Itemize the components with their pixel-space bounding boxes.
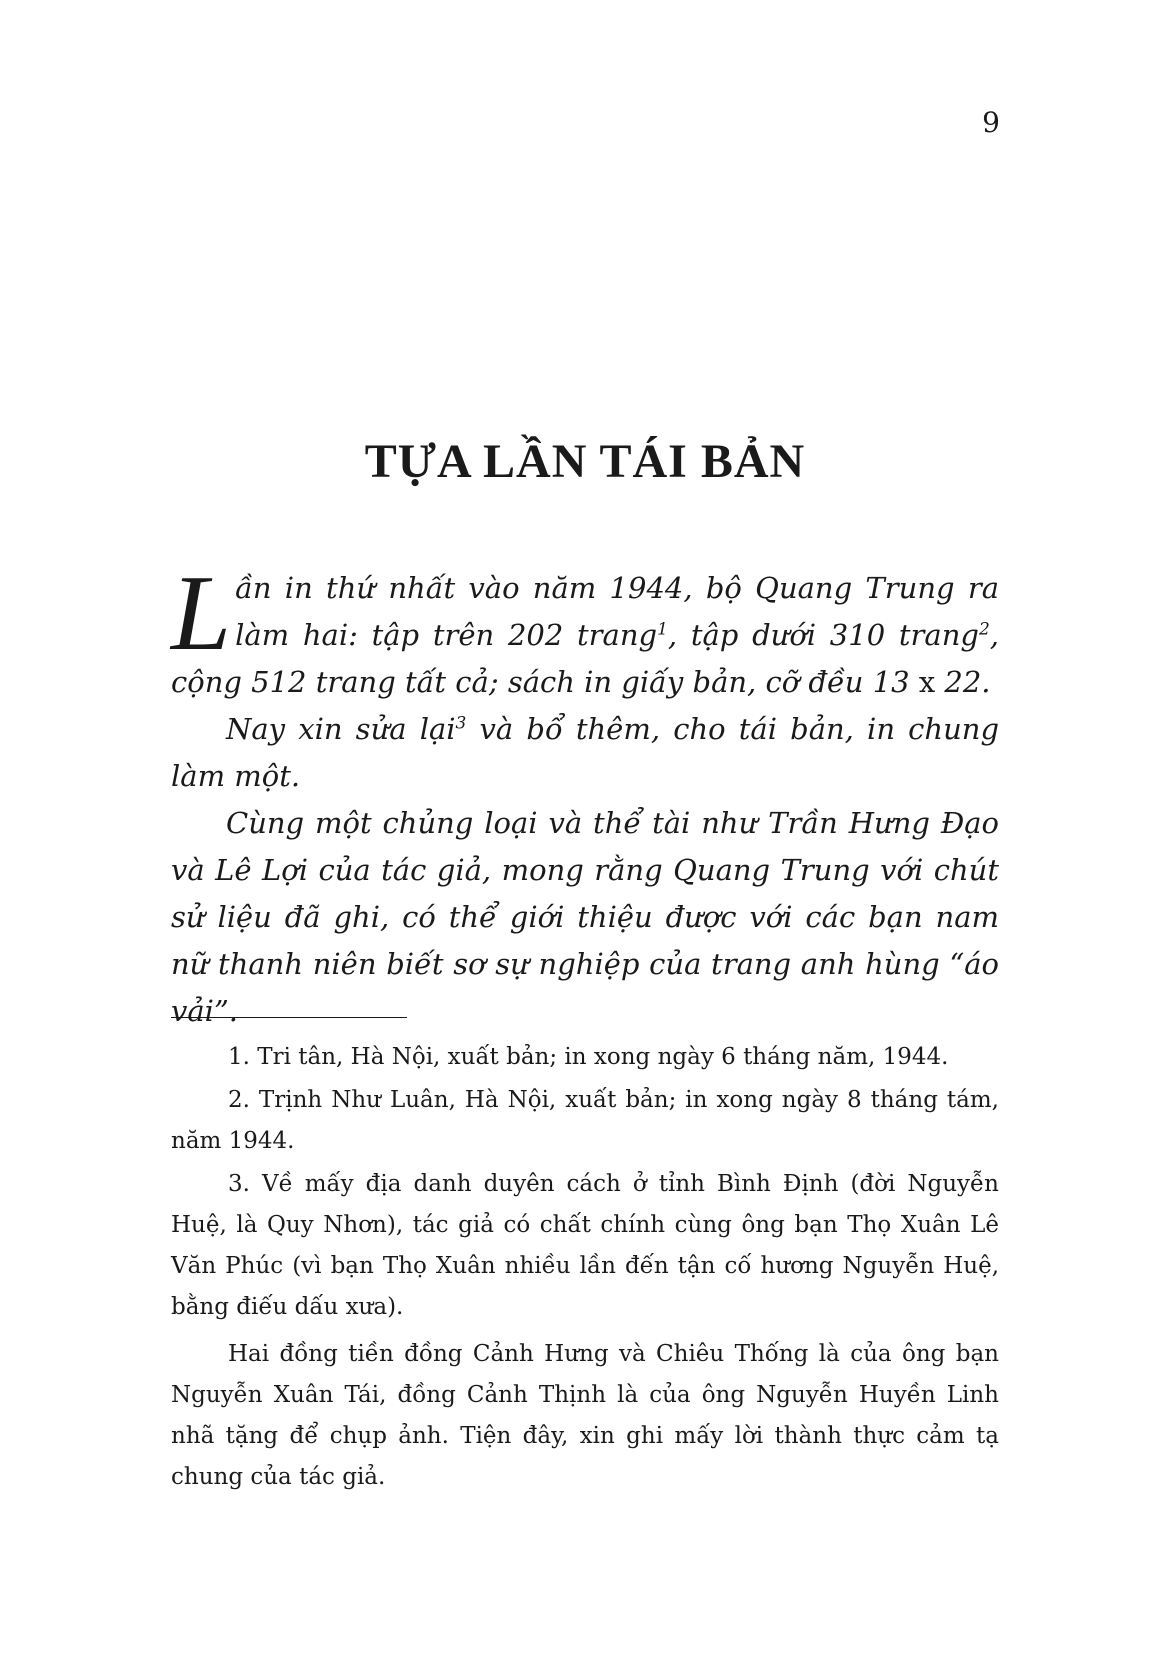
footnote-2: 2. Trịnh Như Luân, Hà Nội, xuất bản; in xong ngày 8 tháng tám, năm 1944.: [171, 1087, 999, 1154]
footnote-ref-2: 2: [978, 619, 990, 640]
paragraph-1: [171, 554, 999, 706]
paragraph-3: Cùng một chủng loại và thể tài như Trần Hưng Đạo và Lê Lợi của tác giả, mong rằng Quang Trung với chút sử liệu đã ghi, có thể giới thiệu được với các bạn nam nữ thanh niên biết sơ sự nghiệp của trang anh hùng “áo vải”.: [171, 806, 999, 1028]
footnote-divider: [171, 1017, 407, 1018]
paragraph-1-times-sign: x: [918, 665, 936, 699]
footnote-3-continuation: Hai đồng tiền đồng Cảnh Hưng và Chiêu Thống là của ông bạn Nguyễn Xuân Tái, đồng Cảnh Thịnh là của ông Nguyễn Huyền Linh nhã tặng để chụp ảnh. Tiện đây, xin ghi mấy lời thành thực cảm tạ chung của tác giả.: [171, 1341, 999, 1490]
page-title: TỰA LẦN TÁI BẢN: [364, 435, 806, 489]
paragraph-2-text-a: Nay xin sửa lại: [226, 712, 456, 746]
paragraph-1-text-a: ần in thứ nhất vào năm 1944, bộ Quang Trung ra làm hai: tập trên 202 trang: [235, 571, 999, 652]
footnote-ref-3: 3: [455, 713, 467, 734]
footnote-3: 3. Về mấy địa danh duyên cách ở tỉnh Bình Định (đời Nguyễn Huệ, là Quy Nhơn), tác giả có chất chính cùng ông bạn Thọ Xuân Lê Văn Phúc (vì bạn Thọ Xuân nhiều lần đến tận cố hương Nguyễn Huệ, bằng điếu dấu xưa).: [171, 1171, 999, 1320]
paragraph-2-text-b: và bổ thêm, cho tái bản, in chung làm một.: [171, 712, 1000, 793]
footnote-ref-1: 1: [657, 619, 668, 640]
footnote-1: 1. Tri tân, Hà Nội, xuất bản; in xong ngày 6 tháng năm, 1944.: [228, 1044, 949, 1070]
paragraph-1-text-b: , tập dưới 310 trang: [667, 618, 979, 652]
paragraph-1-text-c: , cộng 512 trang tất cả; sách in giấy bản, cỡ đều 13: [171, 618, 999, 699]
page-number: 9: [982, 106, 1000, 139]
footnotes: [171, 1037, 999, 1498]
preface-body: [171, 554, 1000, 1035]
drop-cap: L: [171, 554, 232, 673]
paragraph-2: [171, 706, 999, 800]
paragraph-1-text-d: 22.: [935, 665, 991, 699]
